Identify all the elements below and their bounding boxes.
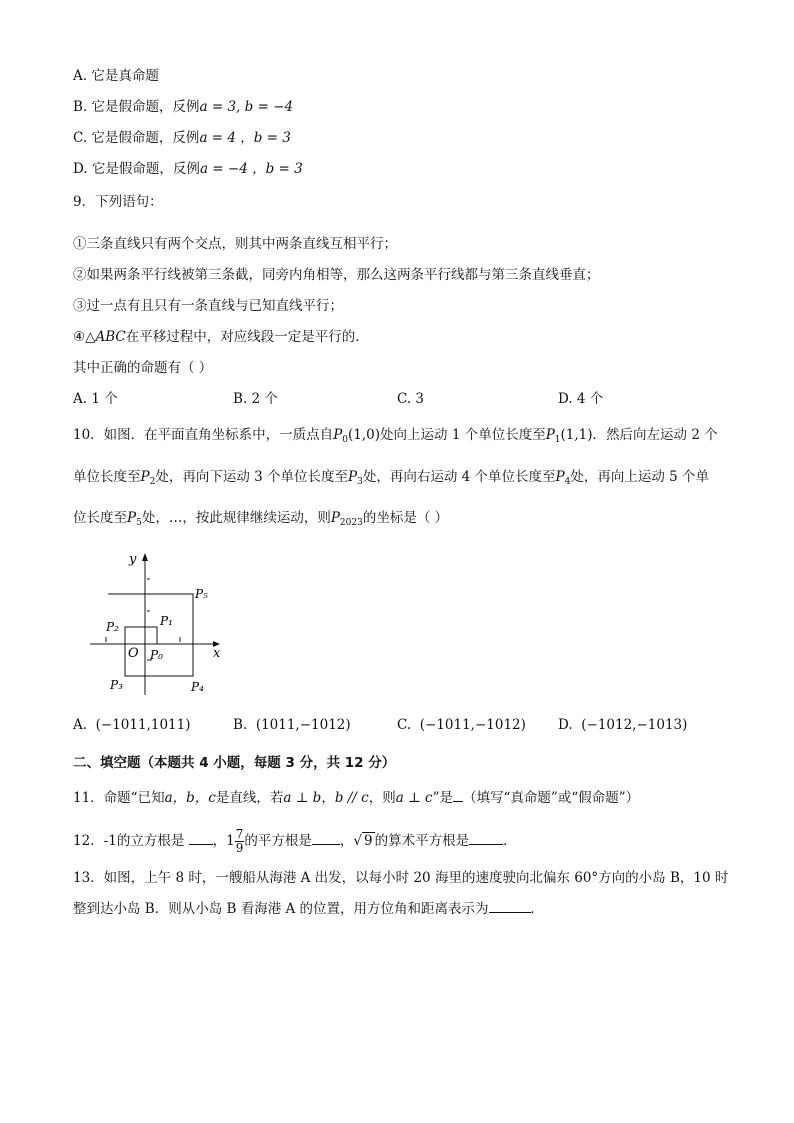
- q10-l3-b: 处，…，按此规律继续运动，则: [141, 510, 331, 526]
- q9-statement-1: ①三条直线只有两个交点，则其中两条直线互相平行；: [73, 236, 397, 252]
- q10-option-a-value: (−1011,1011): [95, 717, 191, 733]
- q10-p2-sub: 2: [149, 477, 156, 487]
- q9-option-b: B. 2 个: [233, 391, 278, 407]
- q10-p3-sub: 3: [357, 477, 363, 487]
- q11-d: ，则: [368, 790, 396, 806]
- q8-option-c-text: C. 它是假命题，反例: [73, 130, 200, 146]
- q8-option-d: [73, 160, 303, 178]
- q10-option-a-label: A.: [73, 717, 88, 733]
- label-p3: P₃: [110, 678, 123, 692]
- y-axis-arrow: [142, 553, 148, 561]
- q13-l2-end: ．: [530, 901, 545, 917]
- q13-line-2: [73, 900, 544, 918]
- q13-l2: 整到达小岛 B．则从小岛 B 看海港 A 的位置，用方位角和距离表示为: [73, 901, 489, 917]
- q11: [73, 789, 639, 807]
- label-origin: O: [128, 646, 139, 661]
- label-p5: P₅: [195, 587, 208, 601]
- q10-l2-c: 处，再向右运动 4 个单位长度至: [362, 469, 556, 485]
- q12-f: ．: [503, 833, 517, 849]
- q10-option-c: [397, 716, 526, 734]
- q13-line-1: 13．如图，上午 8 时，一艘船从海港 A 出发，以每小时 20 海里的速度驶向北偏东 60°方向的小岛 B，10 时: [73, 870, 729, 886]
- q11-m3: a ⊥ c: [395, 790, 433, 806]
- q9-option-d: D. 4 个: [558, 391, 604, 407]
- q9-stem: 9．下列语句：: [73, 194, 163, 210]
- label-x: x: [213, 646, 221, 661]
- q8-option-b: [73, 98, 293, 116]
- q10-l2-d: 处，再向上运动 5 个单: [570, 469, 709, 485]
- q11-m1: a ⊥ b: [283, 790, 322, 806]
- q8-option-b-math: a = 3, b = −4: [199, 99, 294, 115]
- q12-e: 的算术平方根是: [374, 833, 470, 849]
- q9-question: 其中正确的命题有（ ）: [73, 360, 213, 376]
- q9-option-c: C. 3: [397, 391, 425, 407]
- q10-line-1: [73, 426, 718, 449]
- q11-vars: a，b，c: [164, 790, 216, 806]
- q8-option-d-text: D. 它是假命题，反例: [73, 161, 200, 177]
- q10-line-3: [73, 509, 448, 532]
- label-p0: P₀: [150, 648, 163, 662]
- q12-blank-3[interactable]: [469, 832, 503, 845]
- q12-a: 12．-1的立方根是: [73, 833, 185, 849]
- q10-option-c-label: C.: [397, 717, 412, 733]
- q8-option-b-text: B. 它是假命题，反例: [73, 99, 200, 115]
- spiral-path-inner: [108, 594, 193, 676]
- q12-whole: 1: [226, 833, 235, 849]
- q12-c: 的平方根是: [244, 833, 312, 849]
- q10-option-d-label: D.: [558, 717, 573, 733]
- q11-f: （填写“真命题”或“假命题”）: [463, 790, 640, 806]
- q12-b: ，: [212, 833, 227, 849]
- q9-s4-post: 在平移过程中，对应线段一定是平行的．: [125, 329, 369, 345]
- q10-option-b-value: (1011,−1012): [255, 717, 351, 733]
- q10-l3-a: 位长度至: [73, 510, 127, 526]
- q9-statement-3: ③过一点有且只有一条直线与已知直线平行；: [73, 298, 343, 314]
- label-p1: P₁: [160, 614, 173, 628]
- q8-option-a: A. 它是真命题: [73, 68, 159, 84]
- q12-num: 7: [235, 827, 244, 841]
- q10-pn: P: [330, 510, 340, 526]
- q12-blank-2[interactable]: [312, 832, 340, 845]
- label-y: y: [129, 552, 137, 567]
- q10-pn-sub: 2023: [339, 518, 363, 528]
- q10-l1-b: 处向上运动 1 个单位长度至: [380, 427, 546, 443]
- q10-p1-coord: (1,1): [560, 427, 593, 443]
- label-p4: P₄: [191, 680, 204, 694]
- q9-s4-pre: ④: [73, 329, 86, 345]
- label-p2: P₂: [106, 620, 119, 634]
- q13-answer-blank[interactable]: [489, 900, 531, 913]
- section-2-title: 二、填空题（本题共 4 小题，每题 3 分，共 12 分）: [73, 755, 396, 771]
- q10-p0-sub: 0: [342, 435, 349, 445]
- q12: [73, 826, 517, 856]
- q10-l3-c: 的坐标是（ ）: [362, 510, 449, 526]
- q10-p0: P: [333, 427, 343, 443]
- sqrt-icon: √: [353, 833, 362, 849]
- q12-radicand: 9: [363, 833, 373, 849]
- q10-p5: P: [127, 510, 137, 526]
- q8-option-c: [73, 129, 291, 147]
- q10-option-a: [73, 716, 191, 734]
- q12-d: ，: [339, 833, 354, 849]
- q10-option-c-value: (−1011,−1012): [419, 717, 526, 733]
- q11-a: 11．命题“已知: [73, 790, 165, 806]
- q12-den: 9: [235, 841, 244, 855]
- q10-p4-sub: 4: [564, 477, 571, 487]
- q8-option-c-math: a = 4 ，b = 3: [199, 130, 291, 146]
- q10-option-d-value: (−1012,−1013): [581, 717, 688, 733]
- q10-p1-sub: 1: [554, 435, 561, 445]
- q12-blank-1[interactable]: [189, 832, 213, 845]
- q10-p3: P: [348, 469, 358, 485]
- q10-line-2: [73, 468, 709, 491]
- q10-l2-b: 处，再向下运动 3 个单位长度至: [155, 469, 348, 485]
- q11-b: 是直线，若: [215, 790, 284, 806]
- q12-fraction: [235, 828, 245, 855]
- q10-option-d: [558, 716, 687, 734]
- q10-l2-a: 单位长度至: [73, 469, 141, 485]
- q10-option-b-label: B.: [233, 717, 248, 733]
- q9-s4-math: △ABC: [85, 329, 126, 345]
- q9-statement-2: ②如果两条平行线被第三条截，同旁内角相等，那么这两条平行线都与第三条直线垂直；: [73, 267, 600, 283]
- q10-p0-coord: (1,0): [348, 427, 381, 443]
- q10-p5-sub: 5: [136, 518, 142, 528]
- q11-c: ，: [321, 790, 335, 806]
- q8-option-d-math: a = −4 ，b = 3: [199, 161, 303, 177]
- q10-p4: P: [555, 469, 565, 485]
- q11-answer-blank[interactable]: [453, 789, 463, 802]
- q9-option-a: A. 1 个: [73, 391, 118, 407]
- q11-e: ”是: [432, 790, 454, 806]
- q10-figure: [90, 545, 240, 705]
- q10-option-b: [233, 716, 351, 734]
- q10-p1: P: [545, 427, 555, 443]
- q10-l1-a: 10．如图．在平面直角坐标系中，一质点自: [73, 427, 334, 443]
- q9-statement-4: [73, 328, 369, 346]
- q11-m2: b // c: [334, 790, 369, 806]
- q10-l1-c: ．然后向左运动 2 个: [592, 427, 718, 443]
- q10-p2: P: [140, 469, 150, 485]
